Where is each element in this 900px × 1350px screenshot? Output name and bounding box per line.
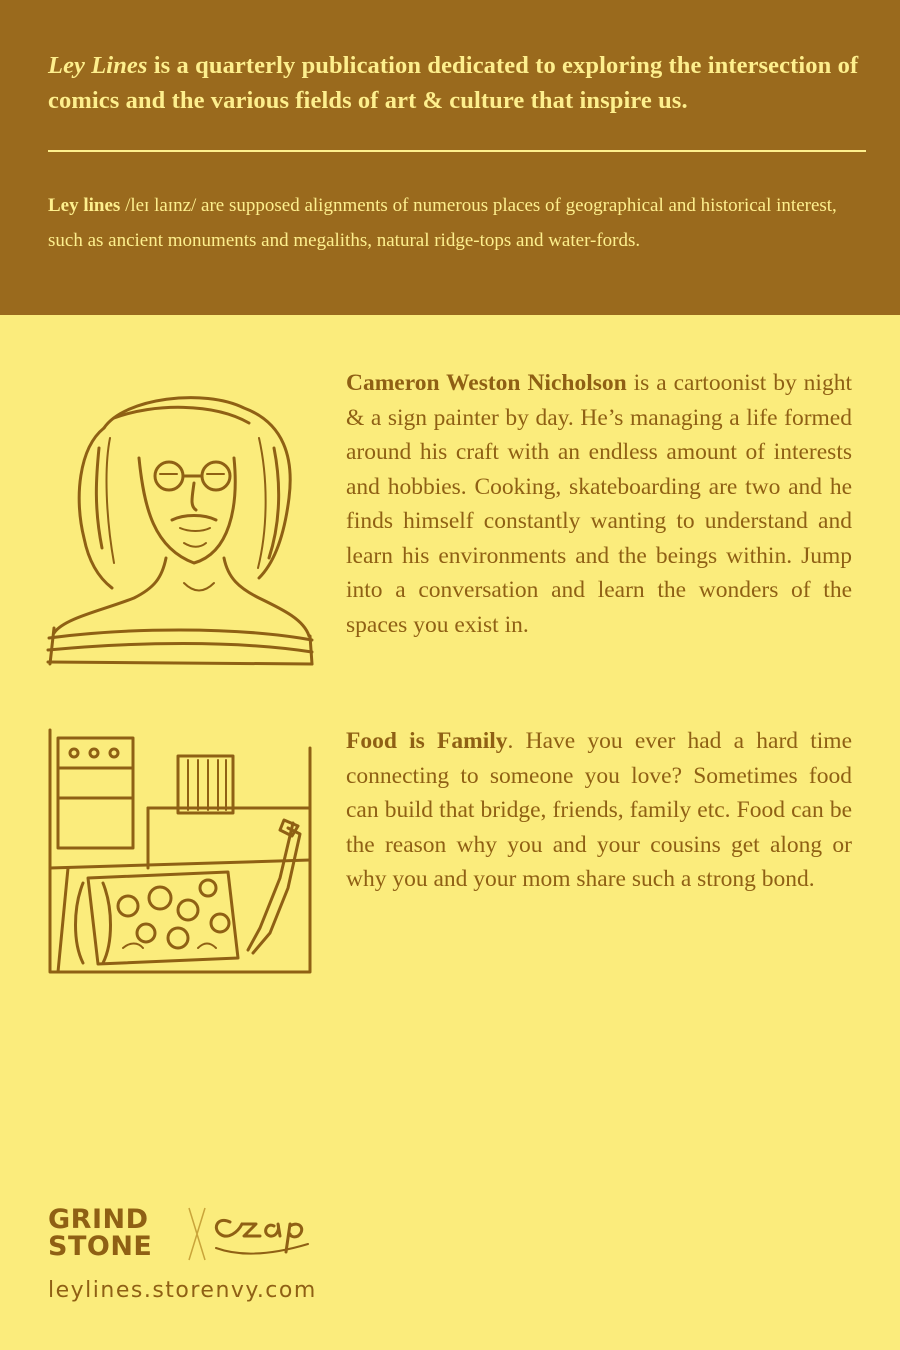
header-band [0, 0, 900, 315]
kitchen-illustration [48, 728, 312, 974]
tagline-title: Ley Lines [48, 52, 148, 79]
bio-paragraph [346, 366, 852, 642]
definition-text: /leɪ laɪnz/ are supposed alignments of numerous places of geographical and historical interest, such as ancient monuments and megaliths, natural ridge-tops and water-fords. [48, 195, 837, 251]
tagline-text: is a quarterly publication dedicated to exploring the intersection of comics and the various fields of art & culture that inspire us. [48, 52, 859, 114]
website-url[interactable]: leylines.storenvy.com [48, 1278, 317, 1303]
portrait-illustration [44, 388, 316, 670]
tagline [48, 48, 868, 118]
bio-text: is a cartoonist by night & a sign painter by day. He’s managing a life formed around his craft with an endless amount of interests and hobbies. Cooking, skateboarding are two and he finds himself constantly wanting to understand and learn his environments and the beings within. Jump into a conversation and learn the wonders of the spaces you exist in. [346, 370, 852, 638]
grindstone-line1: GRIND [48, 1204, 149, 1235]
grindstone-line2: STONE [48, 1231, 153, 1262]
footer-logos [48, 1204, 318, 1268]
story-paragraph [346, 724, 852, 897]
grindstone-logo [48, 1206, 152, 1260]
script-logo [208, 1204, 316, 1266]
bio-name: Cameron Weston Nicholson [346, 370, 627, 396]
definition-term: Ley lines [48, 195, 121, 216]
definition [48, 188, 868, 258]
header-divider [48, 150, 866, 152]
story-title: Food is Family [346, 728, 508, 754]
logo-divider-x [186, 1204, 208, 1264]
story-text: . Have you ever had a hard time connecting to someone you love? Sometimes food can build that bridge, friends, family etc. Food can be the reason why you and your cousins get along or why you and your mom share such a strong bond. [346, 728, 853, 892]
